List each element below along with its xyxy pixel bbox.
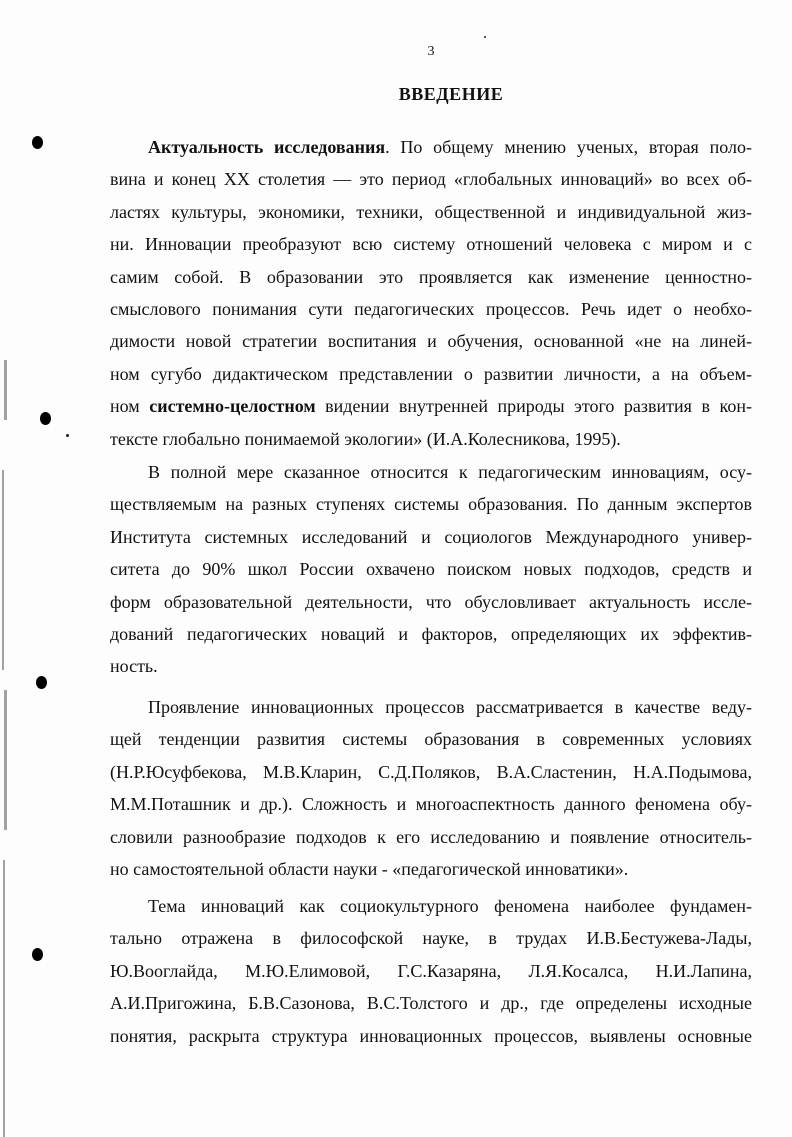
text-line: вина и конец XX столетия — это период «глобальных инноваций» во всех об- bbox=[110, 169, 752, 190]
punch-hole-mark bbox=[32, 948, 43, 961]
relevance-term: Актуальность исследования bbox=[148, 137, 386, 157]
text-fragment: . По общему мнению ученых, вторая поло- bbox=[385, 137, 752, 157]
scan-speck bbox=[484, 36, 486, 38]
text-line: Ю.Вooглайда, М.Ю.Елимовой, Г.С.Казаряна, Л.Я.Косалса, Н.И.Лапина, bbox=[110, 960, 752, 981]
text-line: М.М.Поташник и др.). Сложность и многоаспектность данного феномена обу- bbox=[110, 794, 752, 815]
text-line: (Н.Р.Юсуфбекова, М.В.Кларин, С.Д.Поляков, В.А.Сластенин, Н.А.Подымова, bbox=[110, 761, 752, 782]
punch-hole-mark bbox=[36, 676, 47, 689]
punch-hole-mark bbox=[40, 412, 51, 425]
text-line: понятия, раскрыта структура инновационных процессов, выявлены основные bbox=[110, 1025, 752, 1046]
text-line: форм образовательной деятельности, что обусловливает актуальность иссле- bbox=[110, 591, 752, 612]
text-line: словили разнообразие подходов к его исследованию и появление относитель- bbox=[110, 826, 752, 847]
paragraph-relevance bbox=[110, 131, 752, 455]
paragraph-theme bbox=[110, 890, 752, 1052]
text-line: тексте глобально понимаемой экологии» (И.А.Колесникова, 1995). bbox=[110, 428, 621, 449]
text-line: ном сугубо дидактическом представлении о развитии личности, а на объем- bbox=[110, 363, 752, 384]
scan-streak bbox=[2, 470, 4, 670]
text-fragment: видении внутренней природы этого развития в кон- bbox=[315, 396, 752, 417]
text-line: Проявление инновационных процессов рассматривается в качестве веду- bbox=[148, 697, 752, 717]
scan-speck bbox=[66, 434, 69, 437]
text-line: дований педагогических новаций и факторов, определяющих их эффектив- bbox=[110, 623, 752, 644]
text-line: ность. bbox=[110, 656, 158, 677]
text-line: димости новой стратегии воспитания и обучения, основанной «не на линей- bbox=[110, 331, 752, 352]
page-title: ВВЕДЕНИЕ bbox=[398, 84, 504, 104]
text-line: Тема инноваций как социокультурного феномена наиболее фундамен- bbox=[148, 896, 752, 916]
systemic-term: системно-целостном bbox=[149, 396, 316, 417]
scan-streak bbox=[4, 690, 7, 830]
text-line: тально отражена в философской науке, в трудах И.В.Бестужева-Лады, bbox=[110, 928, 752, 949]
paragraph-processes bbox=[110, 691, 752, 885]
text-line: но самостоятельной области науки - «педагогической инноватики». bbox=[110, 858, 629, 879]
punch-hole-mark bbox=[32, 136, 43, 149]
text-line: щей тенденции развития системы образования в современных условиях bbox=[110, 729, 752, 750]
text-line bbox=[110, 131, 752, 163]
text-line: ществляемым на разных ступенях системы образования. По данным экспертов bbox=[110, 494, 752, 515]
text-line bbox=[110, 390, 752, 422]
text-line: ластях культуры, экономики, техники, общественной и индивидуальной жиз- bbox=[110, 201, 752, 222]
scan-streak bbox=[4, 360, 7, 420]
text-line: ситета до 90% школ России охвачено поиском новых подходов, средств и bbox=[110, 559, 752, 580]
text-line: смыслового понимания сути педагогических процессов. Речь идет о необхо- bbox=[110, 298, 752, 319]
scan-streak bbox=[3, 860, 5, 1137]
text-fragment: ном bbox=[110, 396, 150, 417]
paragraph-innovations bbox=[110, 456, 752, 683]
text-line: ни. Инновации преобразуют всю систему отношений человека с миром и с bbox=[110, 234, 752, 255]
page-number: 3 bbox=[427, 44, 435, 59]
text-line: А.И.Пригожина, Б.В.Сазонова, В.С.Толстого и др., где определены исходные bbox=[110, 993, 752, 1014]
text-line: Института системных исследований и социологов Международного универ- bbox=[110, 526, 752, 547]
text-line: В полной мере сказанное относится к педагогическим инновациям, осу- bbox=[148, 462, 752, 482]
scan-margin bbox=[0, 0, 14, 1137]
text-line: самим собой. В образовании это проявляется как изменение ценностно- bbox=[110, 266, 752, 287]
